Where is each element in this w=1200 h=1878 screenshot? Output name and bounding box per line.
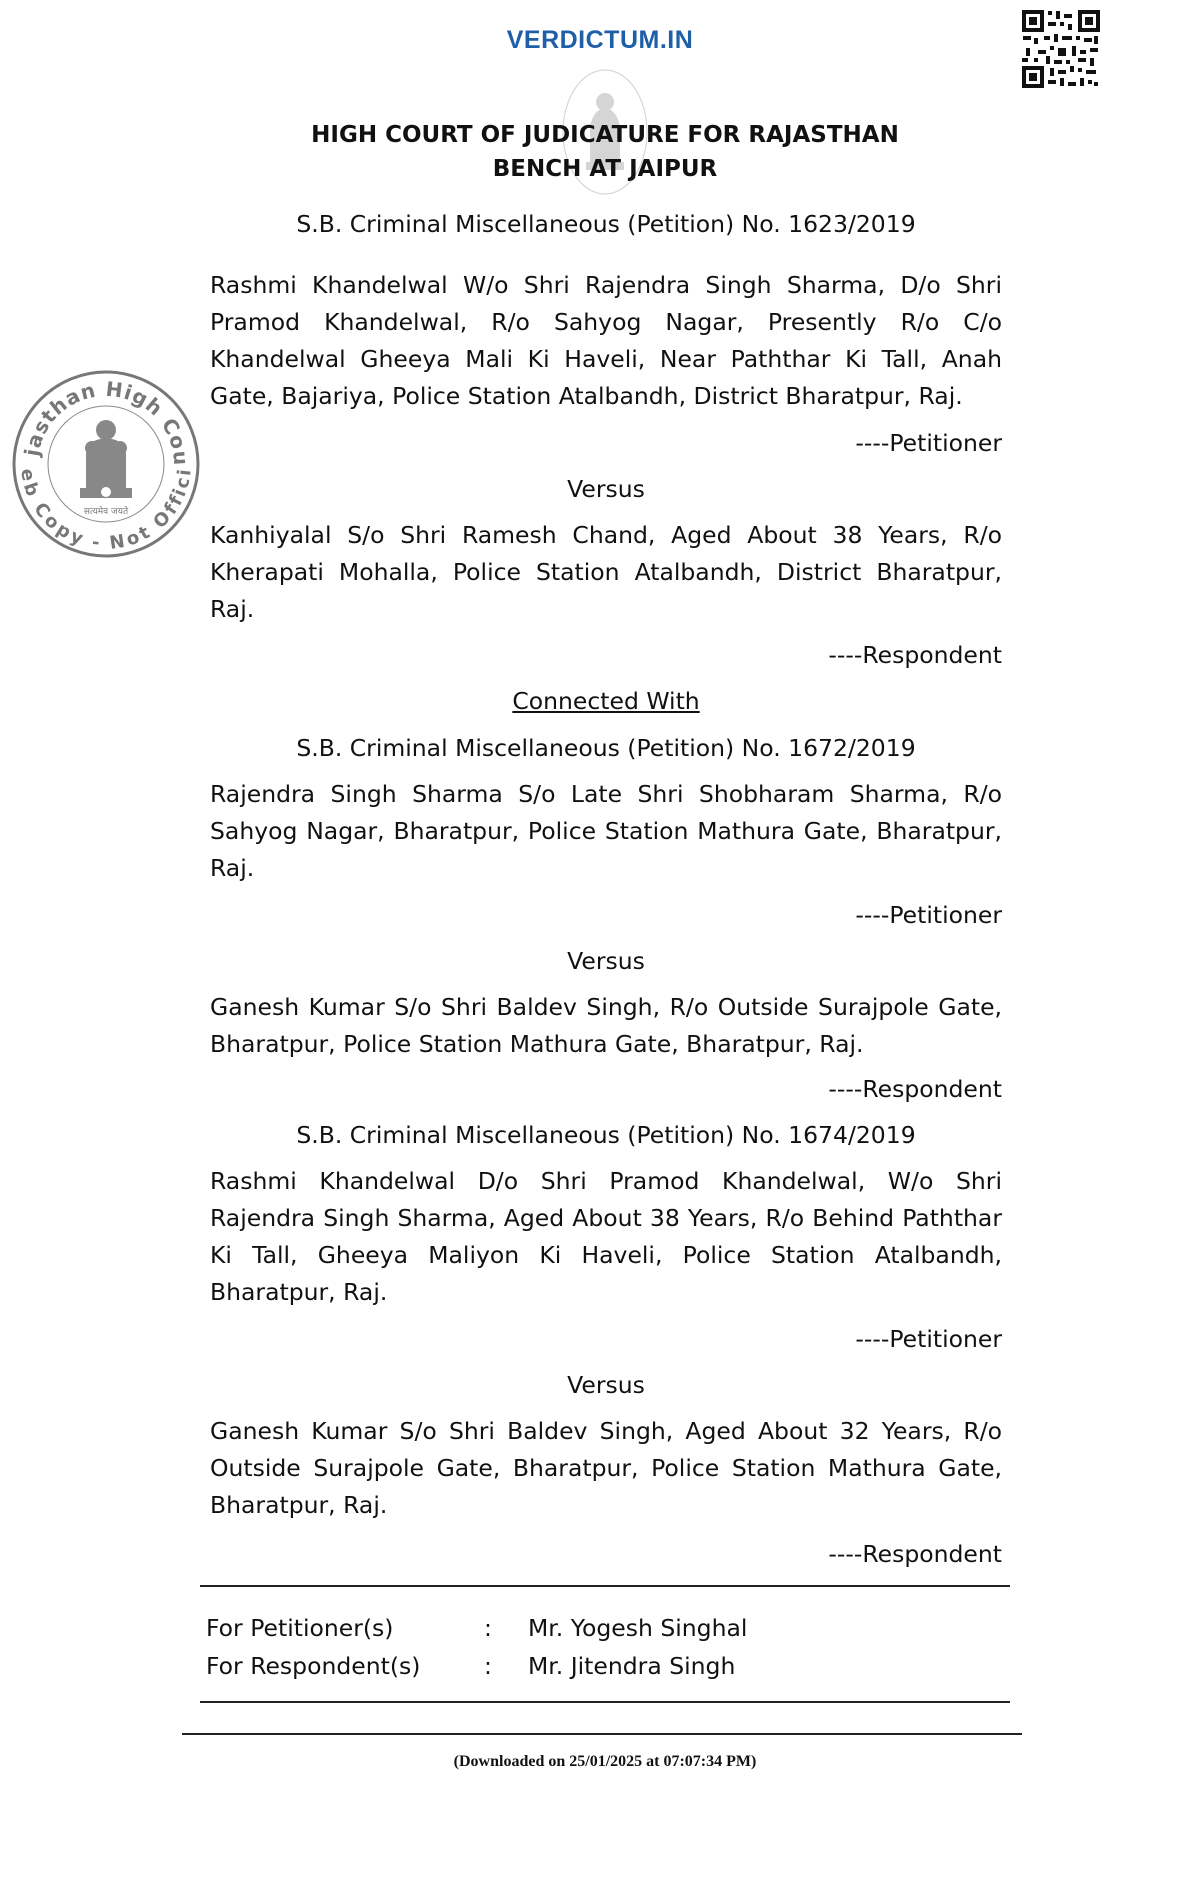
connected-with-heading: Connected With	[512, 687, 700, 715]
seal-motto: सत्यमेव जयते	[83, 507, 129, 517]
respondent-label-2: ----Respondent	[828, 1075, 1002, 1103]
divider-bottom	[200, 1701, 1010, 1703]
court-title-line2: BENCH AT JAIPUR	[492, 156, 718, 182]
respondent-label-3: ----Respondent	[828, 1540, 1002, 1568]
respondent-details-1: Kanhiyalal S/o Shri Ramesh Chand, Aged About 38 Years, R/o Kherapati Mohalla, Police Station Atalbandh, District Bharatpur, Raj.	[210, 521, 1002, 623]
petitioner-label-1: ----Petitioner	[855, 429, 1002, 457]
petitioner-details-3: Rashmi Khandelwal D/o Shri Pramod Khandelwal, W/o Shri Rajendra Singh Sharma, Aged About 38 Years, R/o Behind Paththar Ki Tall, Gheeya Maliyon Ki Haveli, Police Station Atalbandh, Bharatpur, Raj.	[210, 1167, 1002, 1306]
petitioner-label-3: ----Petitioner	[855, 1325, 1002, 1353]
respondent-details-3: Ganesh Kumar S/o Shri Baldev Singh, Aged About 32 Years, R/o Outside Surajpole Gate, Bharatpur, Police Station Mathura Gate, Bharatpur, Raj.	[210, 1417, 1002, 1519]
court-seal-icon	[10, 368, 202, 560]
qr-code-icon	[1020, 8, 1102, 90]
petitioner-details-2: Rajendra Singh Sharma S/o Late Shri Shobharam Sharma, R/o Sahyog Nagar, Bharatpur, Police Station Mathura Gate, Bharatpur, Raj.	[210, 780, 1002, 882]
divider-top	[200, 1585, 1010, 1587]
seal-top-text: jasthan High Cou	[19, 376, 194, 467]
case-number-1: S.B. Criminal Miscellaneous (Petition) No. 1623/2019	[296, 210, 916, 238]
case-number-3: S.B. Criminal Miscellaneous (Petition) No. 1674/2019	[296, 1121, 916, 1149]
counsel-label-respondent: For Respondent(s)	[206, 1652, 421, 1680]
download-note: (Downloaded on 25/01/2025 at 07:07:34 PM)	[453, 1753, 757, 1770]
site-name: VERDICTUM.IN	[506, 26, 694, 54]
petitioner-label-2: ----Petitioner	[855, 901, 1002, 929]
respondent-label-1: ----Respondent	[828, 641, 1002, 669]
counsel-name-petitioner: Mr. Yogesh Singhal	[528, 1614, 748, 1642]
case-number-2: S.B. Criminal Miscellaneous (Petition) No. 1672/2019	[296, 734, 916, 762]
seal-bottom-text: eb Copy - Not Offici	[16, 467, 196, 554]
versus-2: Versus	[567, 947, 645, 975]
versus-1: Versus	[567, 475, 645, 503]
footer-rule	[182, 1733, 1022, 1735]
counsel-colon-petitioner: :	[484, 1614, 492, 1642]
respondent-details-2: Ganesh Kumar S/o Shri Baldev Singh, R/o Outside Surajpole Gate, Bharatpur, Police Station Mathura Gate, Bharatpur, Raj.	[210, 993, 1002, 1058]
court-title-line1: HIGH COURT OF JUDICATURE FOR RAJASTHAN	[311, 122, 899, 148]
counsel-label-petitioner: For Petitioner(s)	[206, 1614, 394, 1642]
counsel-colon-respondent: :	[484, 1652, 492, 1680]
petitioner-details-1: Rashmi Khandelwal W/o Shri Rajendra Singh Sharma, D/o Shri Pramod Khandelwal, R/o Sahyog Nagar, Presently R/o C/o Khandelwal Gheeya Mali Ki Haveli, Near Paththar Ki Tall, Anah Gate, Bajariya, Police Station Atalbandh, District Bharatpur, Raj.	[210, 271, 1002, 410]
versus-3: Versus	[567, 1371, 645, 1399]
counsel-name-respondent: Mr. Jitendra Singh	[528, 1652, 736, 1680]
court-title	[0, 118, 1200, 186]
